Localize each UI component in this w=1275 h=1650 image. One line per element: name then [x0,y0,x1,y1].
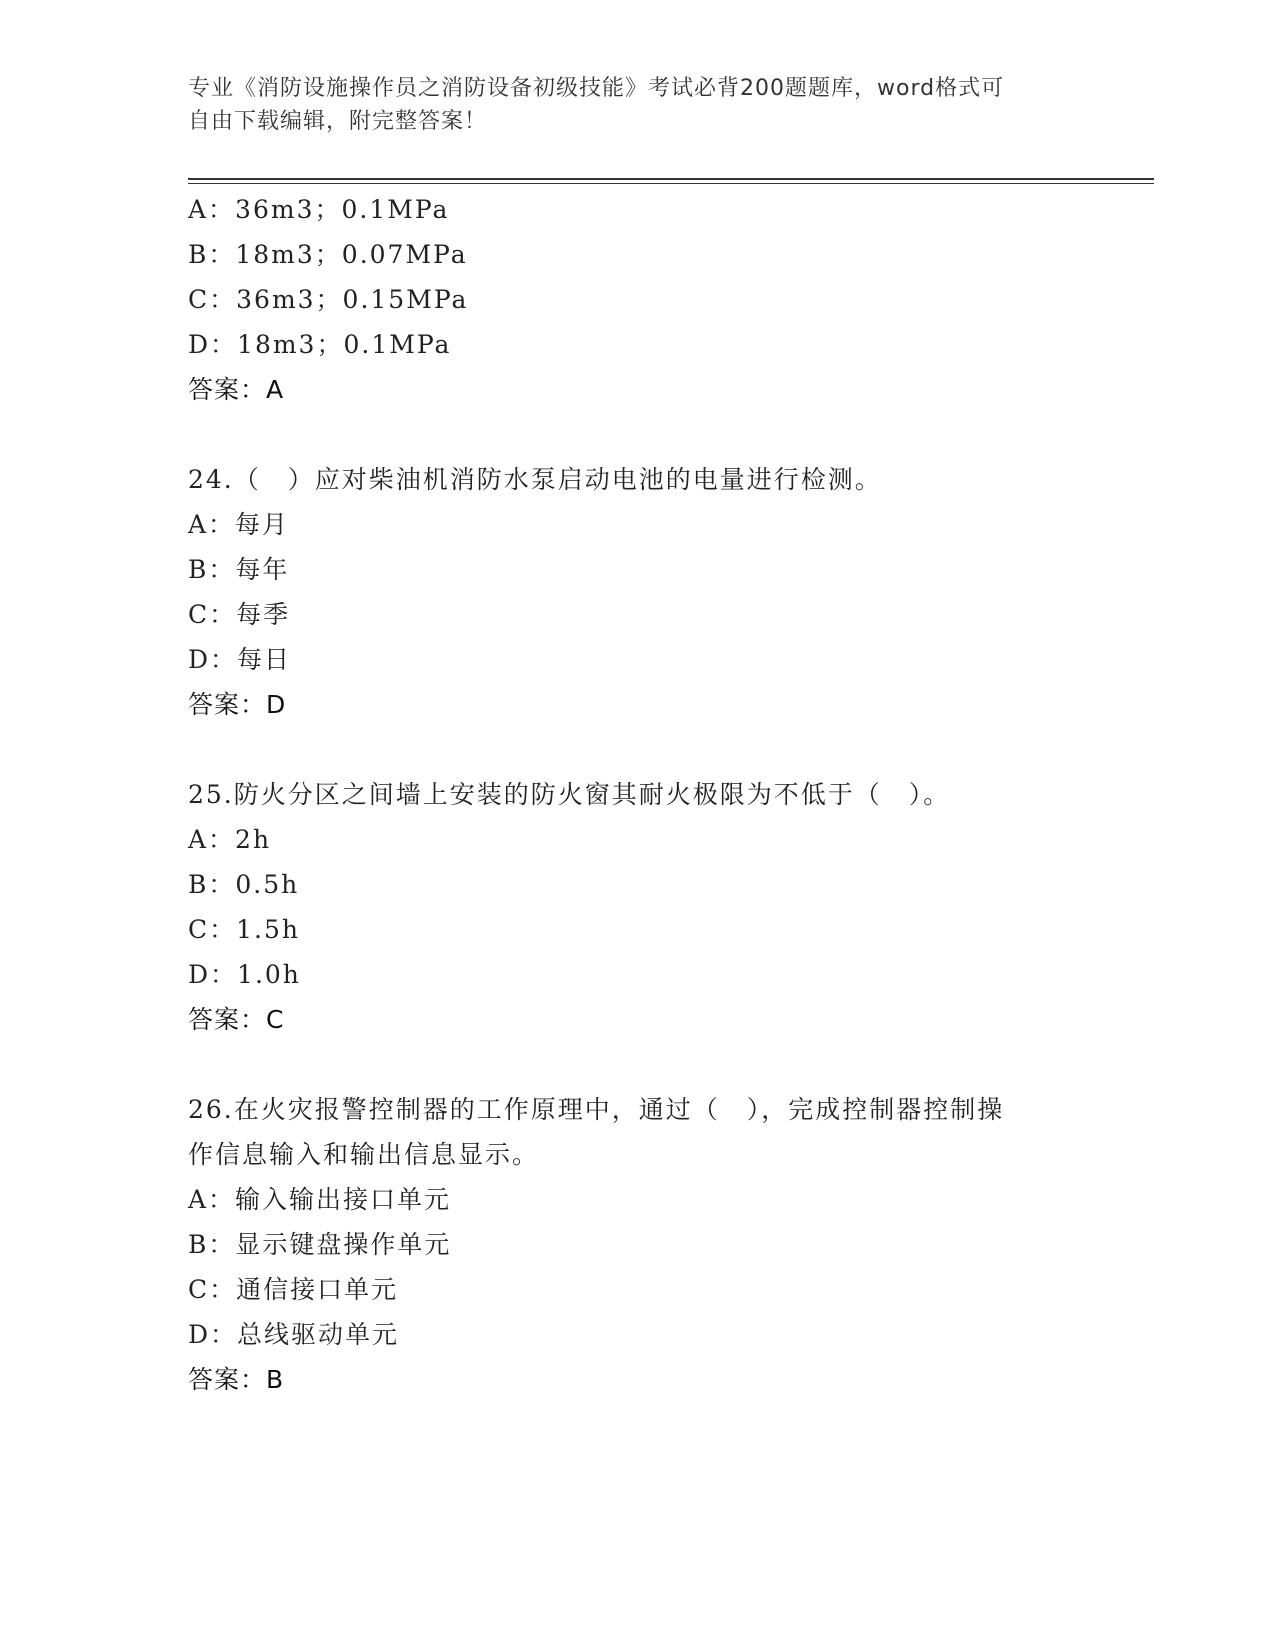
q25-option-d: D：1.0h [188,960,301,989]
q26-option-c: C：通信接口单元 [188,1275,399,1304]
q23-option-c: C：36m3；0.15MPa [188,285,469,314]
q24-answer: 答案：D [188,690,287,719]
q24-question: 24.（ ）应对柴油机消防水泵启动电池的电量进行检测。 [188,465,882,494]
header-divider [188,178,1154,180]
q25-option-b: B：0.5h [188,870,300,899]
q24-option-c: C：每季 [188,600,291,629]
q26-option-d: D：总线驱动单元 [188,1320,400,1349]
header-line-2: 自由下载编辑，附完整答案！ [188,109,488,134]
q25-question: 25.防火分区之间墙上安装的防火窗其耐火极限为不低于（ ）。 [188,780,951,809]
q25-option-a: A：2h [188,825,272,854]
q24-option-d: D：每日 [188,645,292,674]
q26-answer: 答案：B [188,1365,285,1394]
q23-option-a: A：36m3；0.1MPa [188,195,450,224]
q26-question-line-2: 作信息输入和输出信息显示。 [188,1140,540,1169]
q23-answer: 答案：A [188,375,285,404]
document-header [188,72,1068,138]
q25-option-c: C：1.5h [188,915,300,944]
q26-question-line-1: 26.在火灾报警控制器的工作原理中，通过（ ），完成控制器控制操 [188,1095,1005,1124]
q23-option-d: D：18m3；0.1MPa [188,330,452,359]
q26-option-a: A：输入输出接口单元 [188,1185,452,1214]
q26-option-b: B：显示键盘操作单元 [188,1230,452,1259]
q23-option-b: B：18m3；0.07MPa [188,240,468,269]
q24-option-a: A：每月 [188,510,290,539]
header-divider-thin [188,183,1154,184]
q25-answer: 答案：C [188,1005,285,1034]
q24-option-b: B：每年 [188,555,290,584]
header-line-1: 专业《消防设施操作员之消防设备初级技能》考试必背200题题库，word格式可 [188,76,1005,101]
